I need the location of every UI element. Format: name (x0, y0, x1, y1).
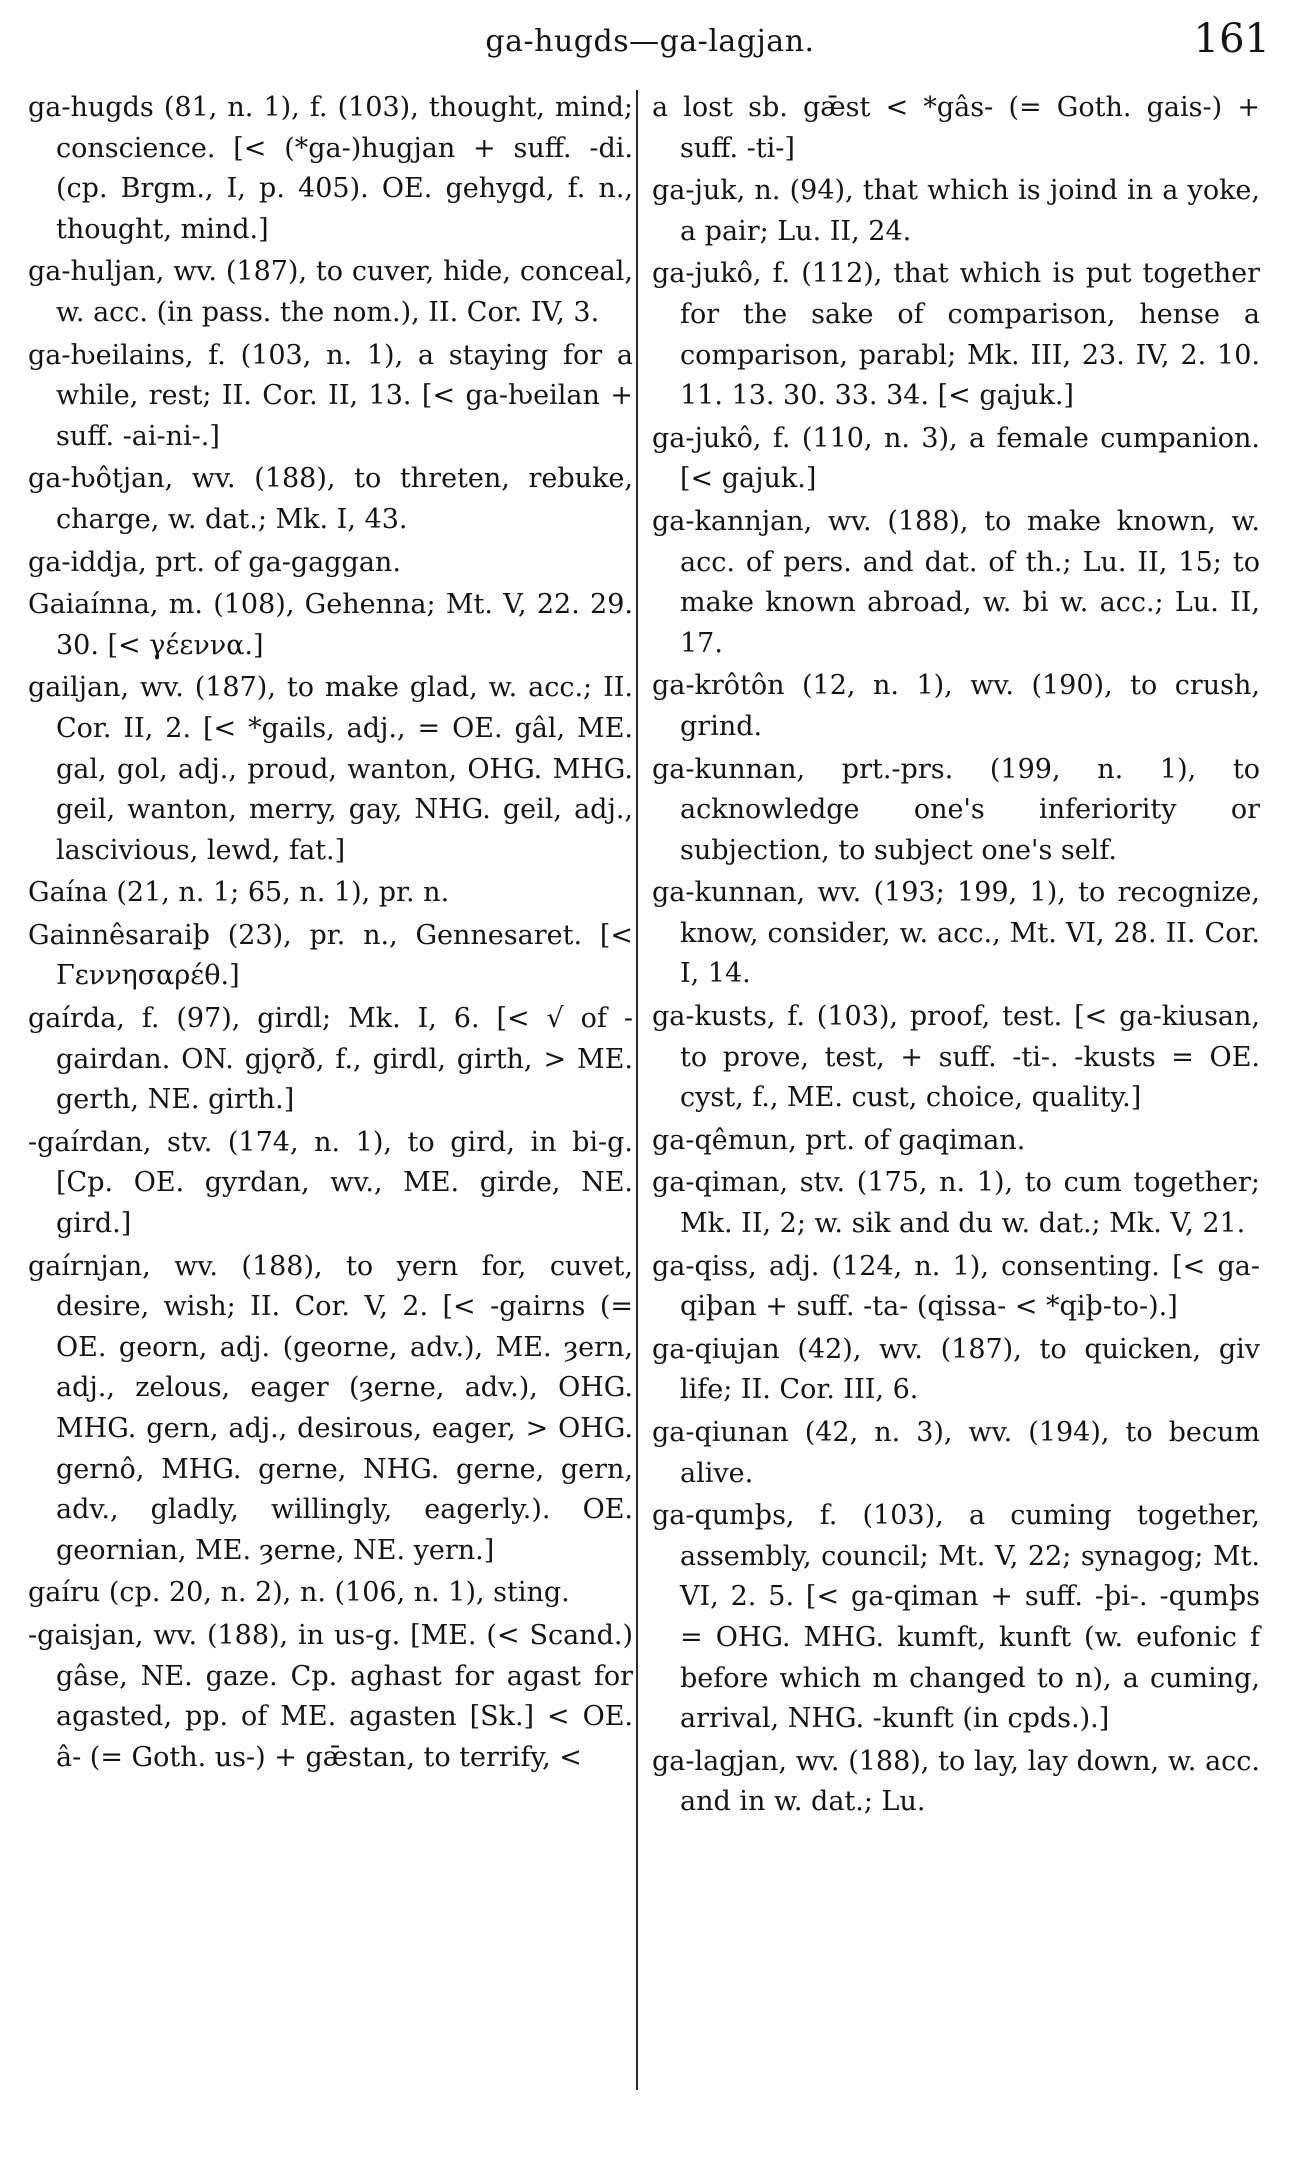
dictionary-entry: ga-qêmun, prt. of gaqiman. (652, 1124, 1026, 1156)
dictionary-entry: ga-kunnan, prt.-prs. (199, n. 1), to acknowledge one's inferiority or subjection, to subject one's self. (652, 753, 1260, 866)
dictionary-entry: ga-juk, n. (94), that which is joind in a yoke, a pair; Lu. II, 24. (652, 175, 1260, 247)
column-divider (636, 90, 638, 2090)
dictionary-entry: Gaína (21, n. 1; 65, n. 1), pr. n. (28, 877, 450, 909)
dictionary-entry: ga-huljan, wv. (187), to cuver, hide, conceal, w. acc. (in pass. the nom.), II. Cor. IV, 3. (28, 256, 633, 328)
dictionary-entry: gailjan, wv. (187), to make glad, w. acc.; II. Cor. II, 2. [< *gails, adj., = OE. gâl, ME. gal, gol, adj., proud, wanton, OHG. MHG. geil, wanton, merry, gay, NHG. geil, adj., lascivious, lewd, fat.] (28, 672, 633, 866)
dictionary-entry: -gaisjan, wv. (188), in us-g. [ME. (< Scand.) gâse, NE. gaze. Cp. aghast for agast for agasted, pp. of ME. agasten [Sk.] < OE. â- (= Goth. us-) + gǣstan, to terrify, < (28, 1619, 633, 1773)
dictionary-entry: -gaírdan, stv. (174, n. 1), to gird, in bi-g. [Cp. OE. gyrdan, wv., ME. girde, NE. gird.] (28, 1126, 633, 1240)
dictionary-entry: ga-lagjan, wv. (188), to lay, lay down, w. acc. and in w. dat.; Lu. (652, 1745, 1260, 1818)
dictionary-entry: a lost sb. gǣst < *gâs- (= Goth. gais-) + suff. -ti-] (652, 92, 1260, 164)
dictionary-entry: ga-kunnan, wv. (193; 199, 1), to recognize, know, consider, w. acc., Mt. VI, 28. II. Cor. I, 14. (652, 877, 1260, 990)
dictionary-entry: ga-qiunan (42, n. 3), wv. (194), to becum alive. (652, 1417, 1260, 1489)
dictionary-entry: Gaiaínna, m. (108), Gehenna; Mt. V, 22. 29. 30. [< γέεννα.] (28, 589, 633, 661)
running-head: ga-hugds—ga-lagjan. (485, 24, 815, 59)
dictionary-entry: ga-qiss, adj. (124, n. 1), consenting. [< ga-qiþan + suff. -ta- (qissa- < *qiþ-to-).] (652, 1250, 1260, 1323)
dictionary-entry: ga-qiman, stv. (175, n. 1), to cum together; Mk. II, 2; w. sik and du w. dat.; Mk. V, 21. (652, 1167, 1260, 1240)
dictionary-entry: Gainnêsaraiþ (23), pr. n., Gennesaret. [< Γεννησαρέθ.] (28, 919, 633, 992)
dictionary-entry: ga-krôtôn (12, n. 1), wv. (190), to crush, grind. (652, 670, 1260, 742)
dictionary-entry: ga-ƕeilains, f. (103, n. 1), a staying for a while, rest; II. Cor. II, 13. [< ga-ƕeilan + suff. -ai-ni-.] (28, 339, 633, 452)
dictionary-entry: ga-ƕôtjan, wv. (188), to threten, rebuke, charge, w. dat.; Mk. I, 43. (28, 463, 633, 535)
dictionary-entry: ga-kusts, f. (103), proof, test. [< ga-kiusan, to prove, test, + suff. -ti-. -kusts = OE. cyst, f., ME. cust, choice, quality.] (652, 1001, 1260, 1114)
left-column (28, 88, 633, 1780)
dictionary-entry: ga-qiujan (42), wv. (187), to quicken, giv life; II. Cor. III, 6. (652, 1333, 1260, 1406)
dictionary-entry: gaíru (cp. 20, n. 2), n. (106, n. 1), sting. (28, 1577, 570, 1609)
dictionary-entry: ga-jukô, f. (110, n. 3), a female cumpanion. [< gajuk.] (652, 422, 1260, 495)
dictionary-entry: gaírda, f. (97), girdl; Mk. I, 6. [< √ of -gairdan. ON. gjǫrð, f., girdl, girth, > ME. gerth, NE. girth.] (28, 1003, 633, 1116)
dictionary-entry: ga-qumþs, f. (103), a cuming together, assembly, council; Mt. V, 22; synagog; Mt. VI, 2. 5. [< ga-qiman + suff. -þi-. -qumþs = OHG. MHG. kumft, kunft (w. eufonic f before which m changed to n), a cuming, arrival, NHG. -kunft (in cpds.).] (652, 1500, 1260, 1735)
dictionary-entry: gaírnjan, wv. (188), to yern for, cuvet, desire, wish; II. Cor. V, 2. [< -gairns (= OE. georn, adj. (georne, adv.), ME. ȝern, adj., zelous, eager (ȝerne, adv.), OHG. MHG. gern, adj., desirous, eager, > OHG. gernô, MHG. gerne, NHG. gerne, gern, adv., gladly, willingly, eagerly.). OE. geornian, ME. ȝerne, NE. yern.] (28, 1250, 633, 1566)
dictionary-entry: ga-kannjan, wv. (188), to make known, w. acc. of pers. and dat. of th.; Lu. II, 15; to make known abroad, w. bi w. acc.; Lu. II, 17. (652, 505, 1260, 659)
dictionary-entry: ga-iddja, prt. of ga-gaggan. (28, 546, 401, 578)
page-number: 161 (1193, 16, 1270, 62)
dictionary-entry: ga-jukô, f. (112), that which is put together for the sake of comparison, hense a comparison, parabl; Mk. III, 23. IV, 2. 10. 11. 13. 30. 33. 34. [< gajuk.] (652, 258, 1260, 412)
dictionary-entry: ga-hugds (81, n. 1), f. (103), thought, mind; conscience. [< (*ga-)hugjan + suff. -di. (cp. Brgm., I, p. 405). OE. gehygd, f. n., thought, mind.] (28, 92, 633, 245)
right-column (652, 88, 1260, 1825)
page-header (30, 14, 1270, 66)
